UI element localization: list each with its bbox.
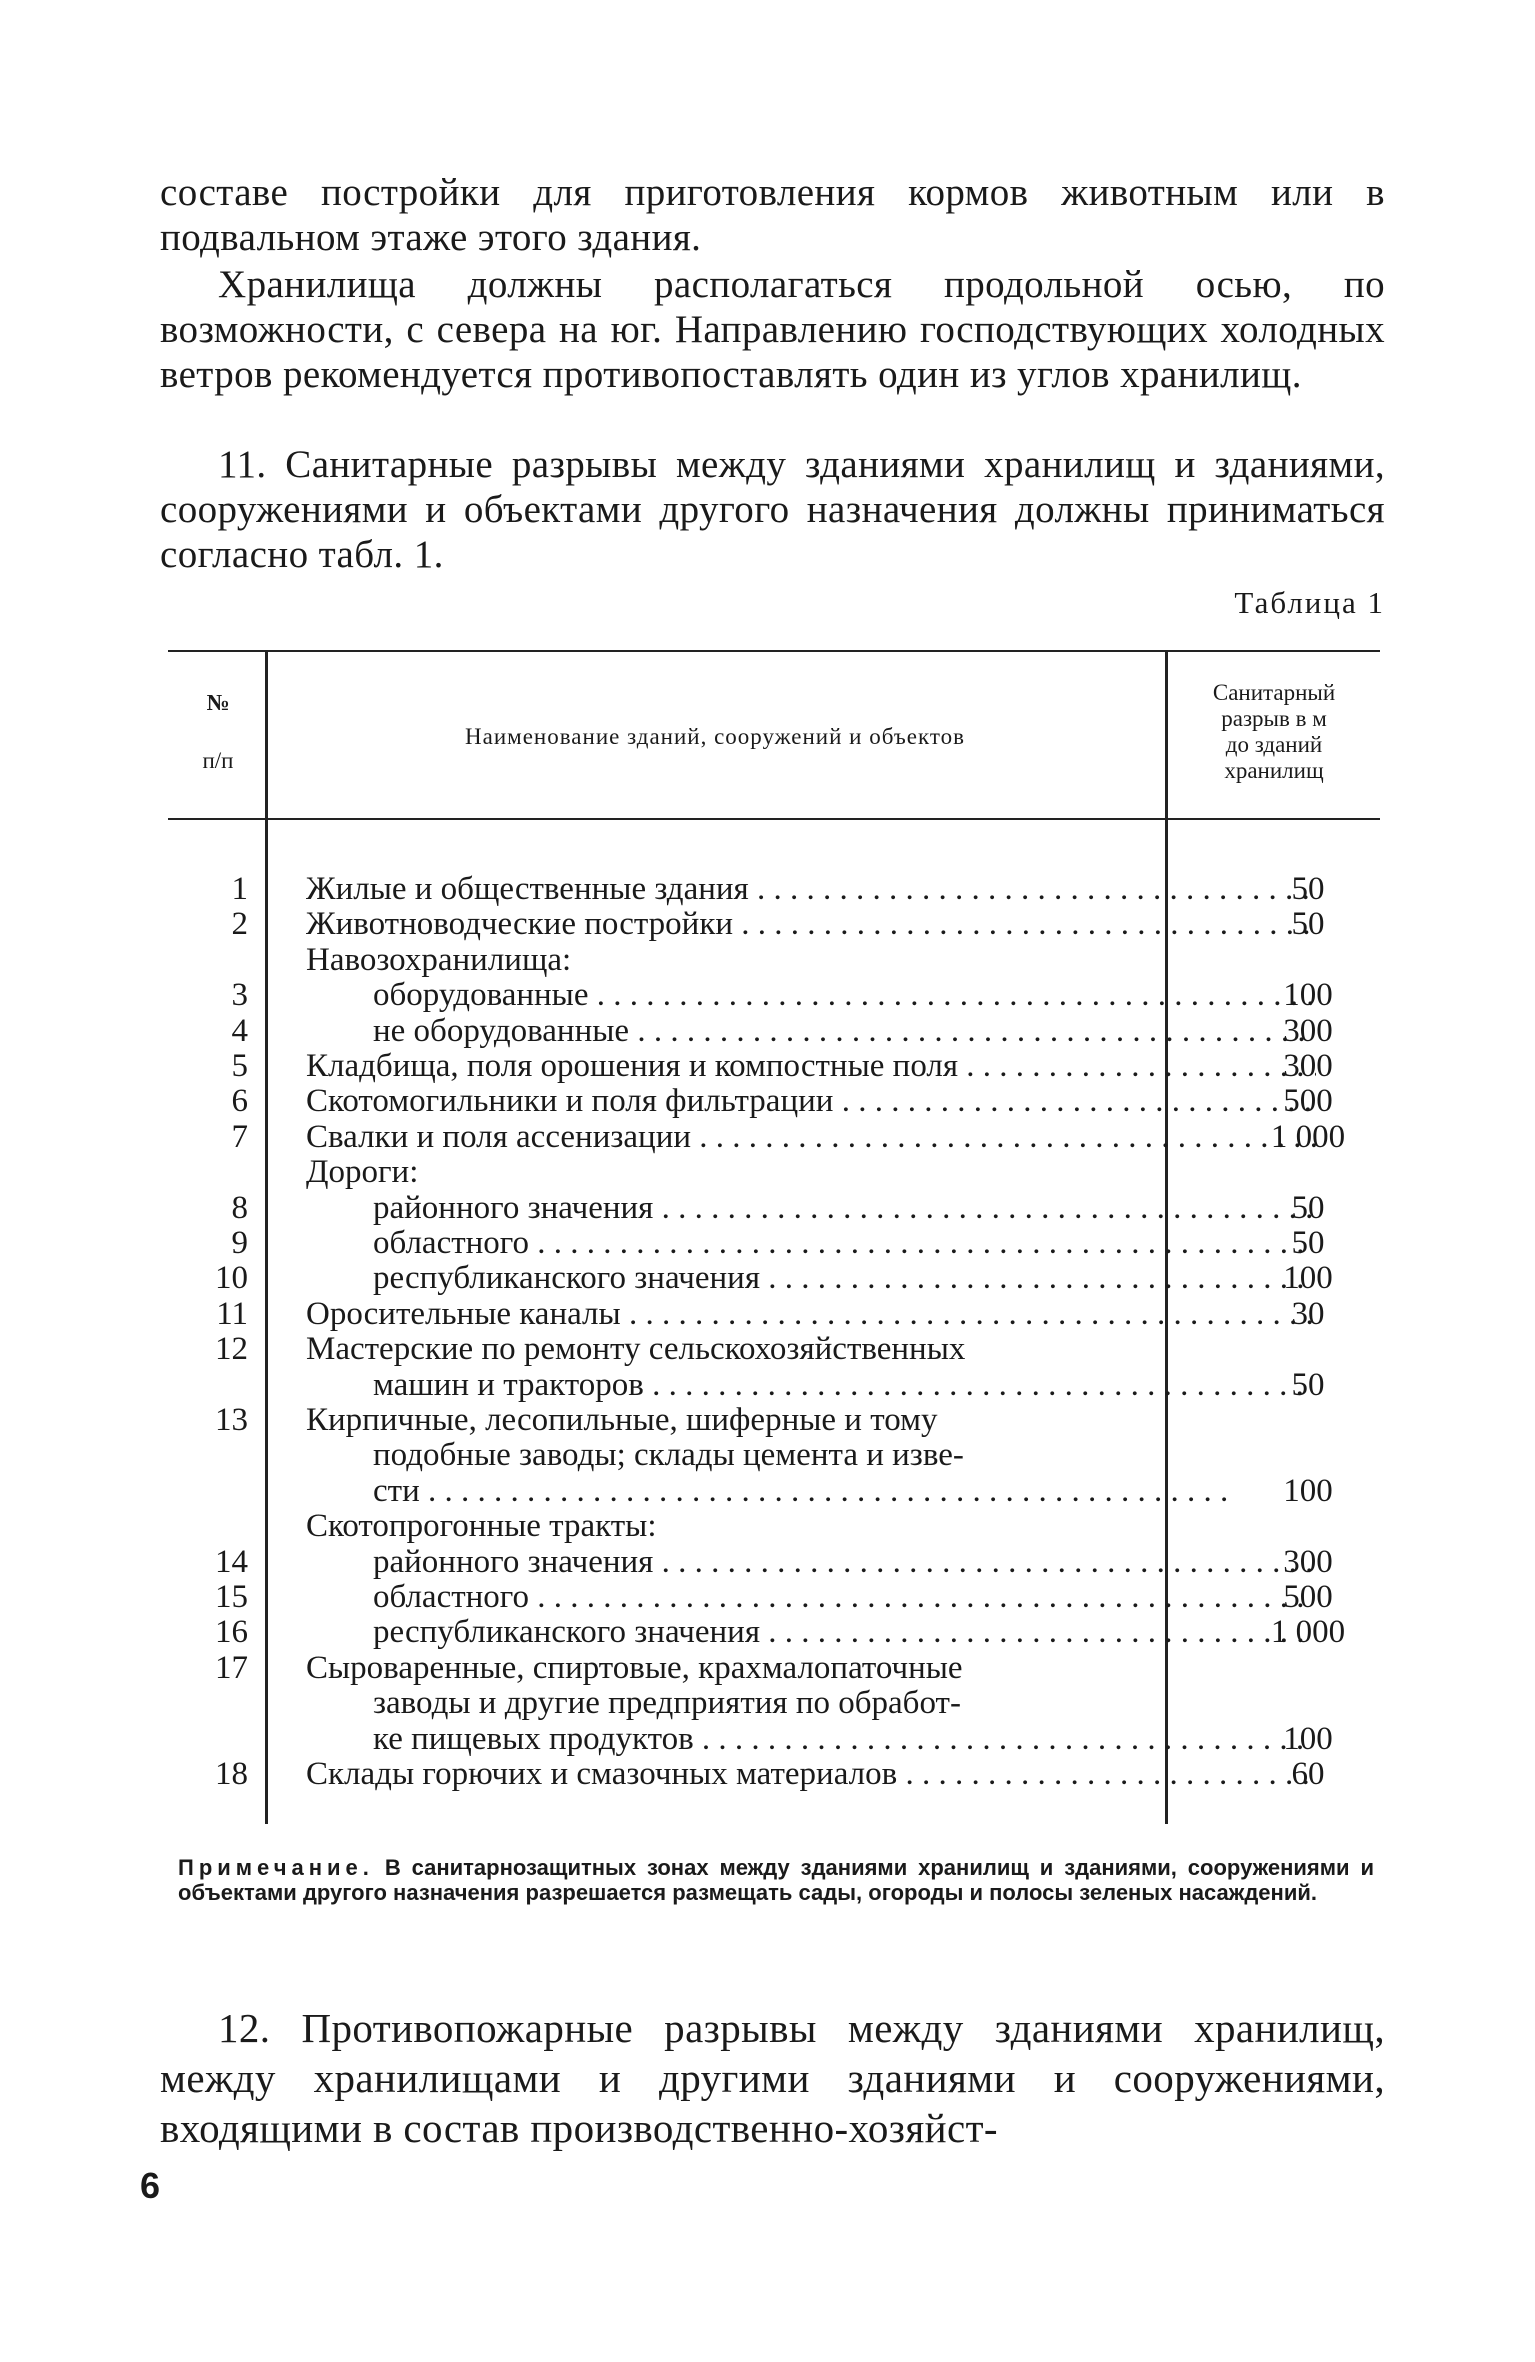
row-name (373, 1261, 1313, 1295)
row-number: 18 (215, 1756, 248, 1792)
header-number: № (206, 690, 230, 715)
row-number: 5 (231, 1048, 248, 1084)
table-row (168, 1368, 1380, 1402)
storage-orientation-paragraph (160, 262, 1385, 397)
row-number: 15 (215, 1579, 248, 1615)
note-text: В санитарнозащитных зонах между зданиями хранилищ и зданиями, сооружениями и объектами другого назначения разрешается размещать сады, огороды и полосы зеленых насаждений. (178, 1855, 1374, 1905)
leader-dots (653, 1545, 1313, 1579)
row-number: 16 (215, 1614, 248, 1651)
table-row (168, 1014, 1380, 1048)
row-name (306, 1297, 1316, 1331)
table-row (168, 1155, 1380, 1189)
table-row (168, 1474, 1380, 1508)
row-name (306, 907, 1316, 941)
row-name-text: районного значения (373, 1544, 654, 1579)
header-gap (1170, 680, 1378, 784)
table-row (168, 1226, 1380, 1260)
row-number: 4 (231, 1012, 248, 1049)
table-caption: Таблица 1 (1234, 585, 1385, 620)
row-name (306, 1403, 1316, 1437)
table-row (168, 907, 1380, 941)
leader-dots (420, 1474, 1229, 1508)
row-name-text: областного (373, 1580, 530, 1614)
row-name-text: оборудованные (373, 978, 589, 1013)
header-gap-line: разрыв в м (1221, 706, 1327, 731)
table-header-rule (168, 818, 1380, 820)
row-name (306, 1509, 1316, 1543)
table-row (168, 1049, 1380, 1083)
table-row (168, 1722, 1380, 1756)
table-row (168, 1757, 1380, 1791)
row-number: 17 (215, 1649, 248, 1686)
header-name: Наименование зданий, сооружений и объектов (465, 724, 965, 749)
header-gap-line: хранилищ (1224, 758, 1324, 783)
leader-dots (694, 1722, 1313, 1756)
row-name-text: республиканского значения (373, 1615, 761, 1650)
row-gap-value: 100 (1283, 1720, 1333, 1757)
row-number: 2 (231, 906, 248, 943)
row-number: 9 (231, 1225, 248, 1261)
row-number: 8 (231, 1189, 248, 1226)
leader-dots (529, 1580, 1313, 1614)
row-name-text: подобные заводы; склады цемента и изве- (373, 1438, 964, 1473)
row-name (373, 1545, 1313, 1579)
row-name (306, 1757, 1316, 1791)
row-name-text: ке пищевых продуктов (373, 1721, 694, 1756)
row-name (373, 1580, 1313, 1614)
page-number: 6 (140, 2165, 161, 2206)
note-label: Примечание. (178, 1855, 374, 1880)
row-name-text: Оросительные каналы (306, 1296, 621, 1331)
row-name (373, 1014, 1313, 1048)
row-name (373, 1438, 1313, 1472)
table-row (168, 872, 1380, 906)
leader-dots (691, 1120, 1316, 1154)
table-row (168, 1403, 1380, 1437)
row-name-text: заводы и другие предприятия по обработ- (373, 1686, 961, 1721)
row-name (306, 1332, 1316, 1366)
row-name-text: Дороги: (306, 1155, 419, 1190)
sanitary-gaps-paragraph (160, 442, 1385, 577)
header-gap-line: Санитарный (1212, 680, 1336, 705)
row-gap-value: 300 (1283, 1012, 1333, 1049)
row-name (306, 872, 1316, 906)
row-number: 11 (216, 1295, 248, 1332)
row-name (306, 1049, 1316, 1083)
header-number-sub: п/п (202, 748, 234, 773)
row-gap-value: 500 (1283, 1083, 1333, 1120)
row-gap-value: 300 (1283, 1048, 1333, 1084)
table-row (168, 1545, 1380, 1579)
row-number: 6 (231, 1083, 248, 1120)
row-name (373, 1474, 1313, 1508)
row-gap-value: 50 (1291, 1366, 1325, 1403)
intro-line: составе постройки для приготовления кормов животным или в подвальном этаже этого здания. (160, 171, 1385, 259)
row-gap-value: 100 (1283, 1472, 1333, 1509)
table-row (168, 1297, 1380, 1331)
table-row (168, 943, 1380, 977)
table-row (168, 1615, 1380, 1649)
storage-orientation-text: Хранилища должны располагаться продольной осью, по возможности, с севера на юг. Направлению господствующих холодных ветров рекомендуется противопоставлять один из углов хранилищ. (160, 263, 1385, 396)
row-name (373, 1615, 1313, 1649)
row-gap-value: 50 (1291, 871, 1325, 907)
table-row (168, 1509, 1380, 1543)
row-name (373, 1686, 1313, 1720)
row-number: 10 (215, 1260, 248, 1297)
table-row (168, 1686, 1380, 1720)
table-row (168, 1332, 1380, 1366)
fire-gaps-paragraph (160, 2003, 1385, 2153)
row-gap-value: 100 (1283, 977, 1333, 1014)
table-row (168, 1191, 1380, 1225)
table-row (168, 978, 1380, 1012)
row-number: 3 (231, 977, 248, 1014)
table-row (168, 1580, 1380, 1614)
leader-dots (653, 1191, 1313, 1225)
leader-dots (621, 1297, 1316, 1331)
row-name-text: Навозохранилища: (306, 942, 572, 977)
row-number: 1 (231, 871, 248, 907)
row-name (373, 1191, 1313, 1225)
row-name-text: Мастерские по ремонту сельскохозяйственных (306, 1332, 966, 1367)
row-number: 12 (215, 1331, 248, 1368)
row-gap-value: 50 (1291, 1189, 1325, 1226)
row-gap-value: 100 (1283, 1260, 1333, 1297)
row-name (306, 1651, 1316, 1685)
row-name (373, 1226, 1313, 1260)
row-name (306, 943, 1316, 977)
row-name (373, 1368, 1313, 1402)
row-name-text: Свалки и поля ассенизации (306, 1119, 692, 1154)
leader-dots (529, 1226, 1313, 1260)
row-name-text: Животноводческие постройки (306, 907, 734, 942)
row-number: 7 (231, 1118, 248, 1155)
row-name (373, 978, 1313, 1012)
row-gap-value: 500 (1283, 1579, 1333, 1615)
header-gap-line: до зданий (1225, 732, 1323, 757)
sanitary-gaps-text: 11. Санитарные разрывы между зданиями хранилищ и зданиями, сооружениями и объектами другого назначения должны приниматься согласно табл. 1. (160, 443, 1385, 576)
row-gap-value: 1 000 (1270, 1614, 1346, 1651)
table-top-rule (168, 650, 1380, 652)
fire-gaps-text: 12. Противопожарные разрывы между зданиями хранилищ, между хранилищами и другими зданиями и сооружениями, входящими в состав производственно-хозяйст- (160, 2005, 1385, 2151)
leader-dots (644, 1368, 1313, 1402)
row-name-text: сти (373, 1473, 420, 1508)
table-row (168, 1651, 1380, 1685)
row-name-text: Жилые и общественные здания (306, 872, 749, 906)
row-name-text: республиканского значения (373, 1261, 761, 1296)
row-name-text: Склады горючих и смазочных материалов (306, 1757, 898, 1791)
row-name-text: Скотопрогонные тракты: (306, 1509, 657, 1544)
table-row (168, 1261, 1380, 1295)
row-gap-value: 60 (1291, 1756, 1325, 1792)
row-number: 13 (215, 1402, 248, 1438)
leader-dots (589, 978, 1314, 1012)
row-gap-value: 30 (1291, 1295, 1325, 1332)
leader-dots (629, 1014, 1313, 1048)
row-name-text: районного значения (373, 1190, 654, 1225)
intro-paragraph-continuation (160, 170, 1385, 260)
row-name (306, 1120, 1316, 1154)
table-row (168, 1120, 1380, 1154)
row-gap-value: 50 (1291, 906, 1325, 943)
row-name-text: Кладбища, поля орошения и компостные поля (306, 1049, 959, 1083)
row-name (373, 1722, 1313, 1756)
row-name-text: Сыроваренные, спиртовые, крахмалопаточные (306, 1650, 963, 1685)
row-name-text: машин и тракторов (373, 1367, 644, 1402)
table-row (168, 1084, 1380, 1118)
row-name-text: областного (373, 1226, 530, 1260)
row-gap-value: 1 000 (1270, 1118, 1346, 1155)
row-name-text: не оборудованные (373, 1013, 630, 1048)
row-name-text: Скотомогильники и поля фильтрации (306, 1084, 834, 1119)
table-note (178, 1855, 1374, 1905)
table-row (168, 1438, 1380, 1472)
row-gap-value: 50 (1291, 1225, 1325, 1261)
row-number: 14 (215, 1543, 248, 1580)
row-name (306, 1155, 1316, 1189)
row-name (306, 1084, 1316, 1118)
row-gap-value: 300 (1283, 1543, 1333, 1580)
row-name-text: Кирпичные, лесопильные, шиферные и тому (306, 1403, 938, 1437)
